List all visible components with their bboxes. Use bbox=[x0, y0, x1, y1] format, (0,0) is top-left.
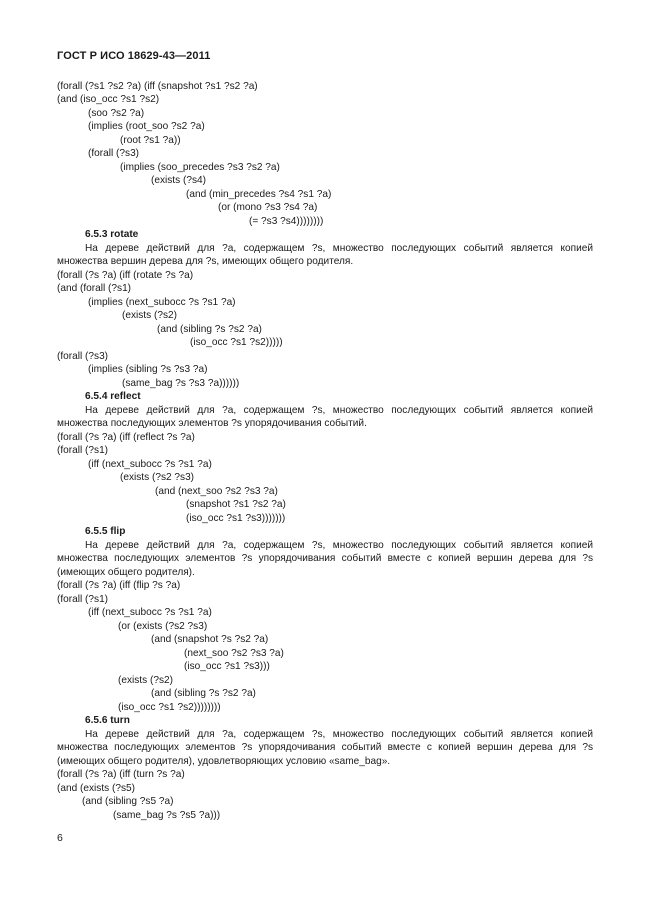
text-line: (iff (next_subocc ?s ?s1 ?a) bbox=[88, 459, 212, 470]
text-line: На дереве действий для ?a, содержащем ?s, множество последующих событий является копией bbox=[85, 729, 593, 740]
section-heading: 6.5.6 turn bbox=[85, 715, 130, 726]
text-line: (or (exists (?s2 ?s3) bbox=[118, 621, 208, 632]
text-line: (implies (soo_precedes ?s3 ?s2 ?a) bbox=[120, 162, 280, 173]
text-line: (or (mono ?s3 ?s4 ?a) bbox=[218, 202, 318, 213]
text-line: (implies (next_subocc ?s ?s1 ?a) bbox=[88, 297, 236, 308]
text-line: (имеющих общего родителя), удовлетворяющих условию «same_bag». bbox=[57, 756, 391, 767]
text-line: (snapshot ?s1 ?s2 ?a) bbox=[186, 499, 286, 510]
text-line: (and (sibling ?s5 ?a) bbox=[82, 796, 174, 807]
text-line: множества вершин дерева для ?s, имеющих общего родителя. bbox=[57, 256, 354, 267]
section-heading: 6.5.3 rotate bbox=[85, 229, 139, 240]
text-line: (and (sibling ?s ?s2 ?a) bbox=[151, 688, 256, 699]
text-line: (forall (?s3) bbox=[88, 148, 140, 159]
text-line: (forall (?s3) bbox=[57, 351, 109, 362]
text-line: (and (exists (?s5) bbox=[57, 783, 135, 794]
text-line: (and (forall (?s1) bbox=[57, 283, 132, 294]
section-heading: 6.5.5 flip bbox=[85, 526, 126, 537]
text-line: На дереве действий для ?a, содержащем ?s, множество последующих событий является копией bbox=[85, 540, 593, 551]
page-header: ГОСТ Р ИСО 18629-43—2011 bbox=[57, 50, 211, 62]
text-line: (exists (?s2) bbox=[122, 310, 177, 321]
text-line: (iff (next_subocc ?s ?s1 ?a) bbox=[88, 607, 212, 618]
text-line: (iso_occ ?s1 ?s3))))))) bbox=[186, 513, 286, 524]
text-line: (implies (root_soo ?s2 ?a) bbox=[88, 121, 205, 132]
page-number: 6 bbox=[57, 832, 63, 844]
text-line: На дереве действий для ?a, содержащем ?s, множество последующих событий является копией bbox=[85, 405, 593, 416]
text-line: (forall (?s ?a) (iff (rotate ?s ?a) bbox=[57, 270, 194, 281]
text-line: (exists (?s4) bbox=[151, 175, 206, 186]
text-line: (iso_occ ?s1 ?s3))) bbox=[184, 661, 270, 672]
text-line: (and (next_soo ?s2 ?s3 ?a) bbox=[155, 486, 278, 497]
text-line: множества последующих элементов ?s упорядочивания событий вместе с копией вершин дерева для ?s bbox=[57, 742, 593, 753]
text-line: (= ?s3 ?s4)))))))) bbox=[249, 216, 324, 227]
text-line: (next_soo ?s2 ?s3 ?a) bbox=[184, 648, 284, 659]
text-line: (iso_occ ?s1 ?s2)))))))) bbox=[118, 702, 221, 713]
text-line: (same_bag ?s ?s3 ?a)))))) bbox=[122, 378, 240, 389]
text-line: (iso_occ ?s1 ?s2))))) bbox=[190, 337, 283, 348]
text-line: (имеющих общего родителя). bbox=[57, 567, 195, 578]
text-line: (forall (?s ?a) (iff (turn ?s ?a) bbox=[57, 769, 185, 780]
text-line: (implies (sibling ?s ?s3 ?a) bbox=[88, 364, 208, 375]
text-line: (and (iso_occ ?s1 ?s2) bbox=[57, 94, 160, 105]
text-line: (and (min_precedes ?s4 ?s1 ?a) bbox=[186, 189, 332, 200]
text-line: (exists (?s2 ?s3) bbox=[120, 472, 195, 483]
text-line: (exists (?s2) bbox=[118, 675, 173, 686]
text-line: (forall (?s ?a) (iff (reflect ?s ?a) bbox=[57, 432, 195, 443]
text-line: (forall (?s1 ?s2 ?a) (iff (snapshot ?s1 ?s2 ?a) bbox=[57, 81, 258, 92]
text-line: (root ?s1 ?a)) bbox=[120, 135, 181, 146]
section-heading: 6.5.4 reflect bbox=[85, 391, 141, 402]
text-line: (and (sibling ?s ?s2 ?a) bbox=[157, 324, 262, 335]
text-line: (and (snapshot ?s ?s2 ?a) bbox=[151, 634, 269, 645]
text-line: (same_bag ?s ?s5 ?a))) bbox=[113, 810, 221, 821]
text-line: множества последующих элементов ?s упорядочивания событий. bbox=[57, 418, 367, 429]
text-line: (forall (?s1) bbox=[57, 445, 109, 456]
text-line: (soo ?s2 ?a) bbox=[88, 108, 145, 119]
text-line: (forall (?s1) bbox=[57, 594, 109, 605]
text-line: На дереве действий для ?a, содержащем ?s, множество последующих событий является копией bbox=[85, 243, 593, 254]
text-line: множества последующих элементов ?s упорядочивания событий вместе с копией вершин дерева для ?s bbox=[57, 553, 593, 564]
text-line: (forall (?s ?a) (iff (flip ?s ?a) bbox=[57, 580, 181, 591]
